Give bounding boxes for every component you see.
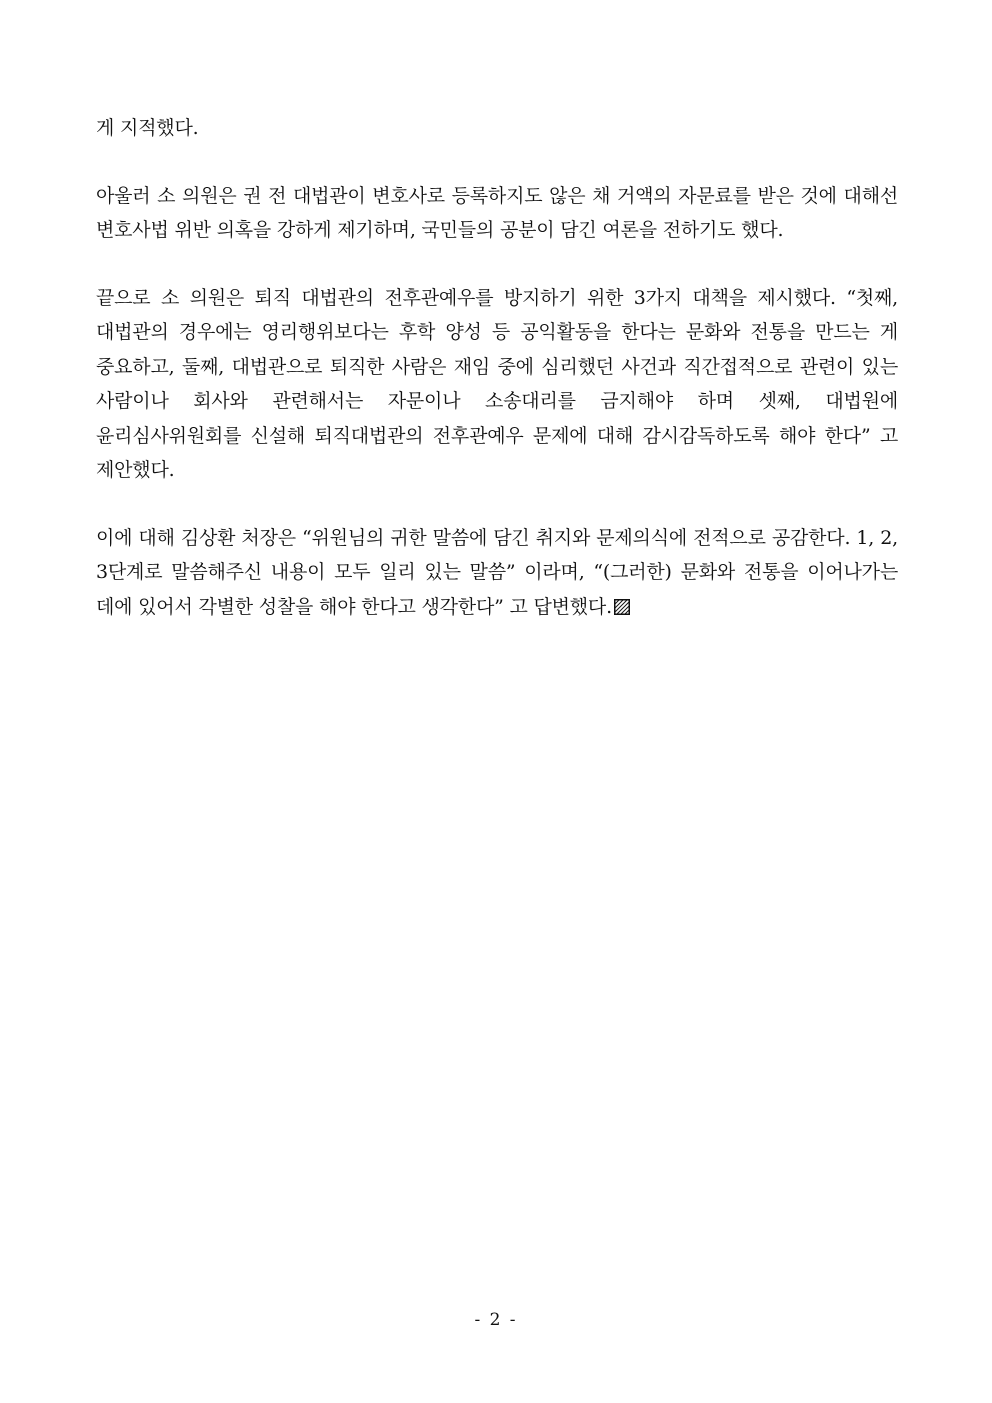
paragraph-4-text: 이에 대해 김상환 처장은 “위원님의 귀한 말씀에 담긴 취지와 문제의식에 전적으로 공감한다. 1, 2, 3단계로 말씀해주신 내용이 모두 일리 있는 말씀” 이라며, “(그러한) 문화와 전통을 이어나가는 데에 있어서 각별한 성찰을 해야 한다고 생각한다” 고 답변했다.: [96, 526, 898, 618]
paragraph-3: 끝으로 소 의원은 퇴직 대법관의 전후관예우를 방지하기 위한 3가지 대책을 제시했다. “첫째, 대법관의 경우에는 영리행위보다는 후학 양성 등 공익활동을 한다는 문화와 전통을 만드는 게 중요하고, 둘째, 대법관으로 퇴직한 사람은 재임 중에 심리했던 사건과 직간접적으로 관련이 있는 사람이나 회사와 관련해서는 자문이나 소송대리를 금지해야 하며 셋째, 대법원에 윤리심사위원회를 신설해 퇴직대법관의 전후관예우 문제에 대해 감시감독하도록 해야 한다” 고 제안했다.: [96, 286, 898, 481]
paragraph-4: [96, 521, 898, 625]
page-number: - 2 -: [474, 1310, 518, 1330]
end-mark-icon: [614, 599, 630, 615]
article-body: [96, 111, 898, 657]
paragraph-1: 게 지적했다.: [96, 117, 199, 139]
paragraph-2: 아울러 소 의원은 권 전 대법관이 변호사로 등록하지도 않은 채 거액의 자문료를 받은 것에 대해선 변호사법 위반 의혹을 강하게 제기하며, 국민들의 공분이 담긴 여론을 전하기도 했다.: [96, 184, 898, 241]
